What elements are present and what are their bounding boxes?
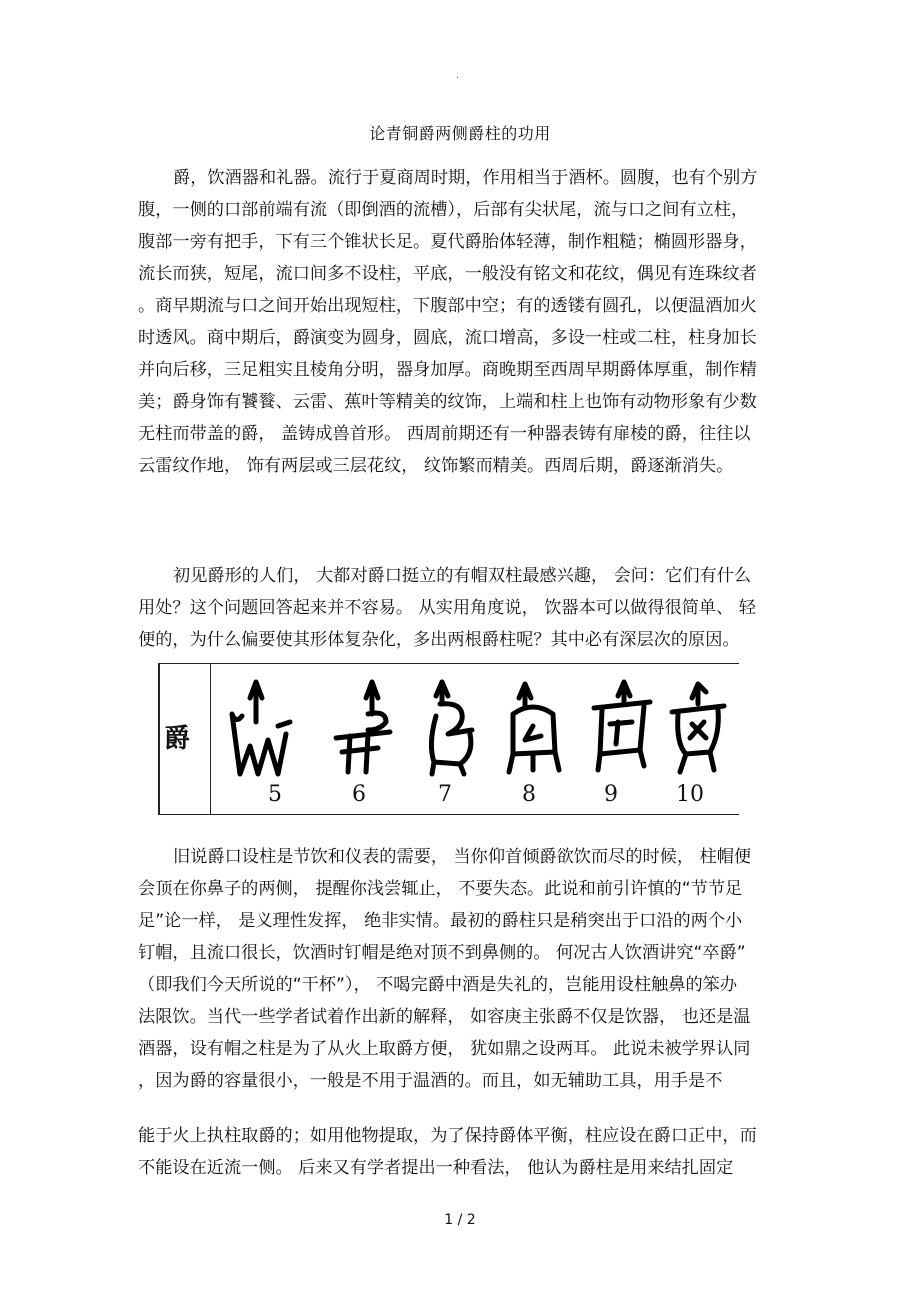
figure-number-6: 6 [352, 782, 366, 807]
text-line: 会顶在你鼻子的两侧， 提醒你浅尝辄止， 不要失态。此说和前引许慎的“节节足 [138, 879, 743, 899]
text-line: 爵，饮酒器和礼器。流行于夏商周时期，作用相当于酒杯。圆腹，也有个别方 [173, 168, 758, 188]
text-line: 不能设在近流一侧。 后来又有学者提出一种看法， 他认为爵柱是用来结扎固定 [138, 1158, 734, 1178]
figure-number-7: 7 [438, 782, 452, 807]
glyph-10-image [666, 674, 756, 784]
glyph-6-image [328, 674, 418, 784]
text-line: （即我们今天所说的“干杯”）， 不喝完爵中酒是失礼的，岂能用设柱触鼻的笨办 [138, 975, 738, 995]
page-number: 1 / 2 [444, 1212, 476, 1228]
figure-border-left [158, 664, 160, 814]
glyph-9-image [588, 674, 678, 784]
text-line: 腹，一侧的口部前端有流（即倒酒的流槽），后部有尖状尾，流与口之间有立柱， [138, 200, 749, 220]
text-line: ，因为爵的容量很小，一般是不用于温酒的。而且，如无辅助工具，用手是不 [138, 1071, 723, 1091]
figure-head-character: 爵 [164, 724, 191, 754]
glyph-8-image [503, 674, 593, 784]
figure-number-10: 10 [676, 782, 704, 807]
glyph-5-image [228, 674, 318, 784]
text-line: 钉帽，且流口很长，饮酒时钉帽是绝对顶不到鼻侧的。 何况古人饮酒讲究“卒爵” [138, 943, 746, 963]
document-title: 论青铜爵两侧爵柱的功用 [369, 124, 551, 143]
text-line: 用处？这个问题回答起来并不容易。 从实用角度说， 饮器本可以做得很简单、 轻 [138, 598, 756, 618]
paragraph-3 [138, 841, 790, 1097]
text-line: 并向后移，三足粗实且棱角分明，器身加厚。商晚期至西周早期爵体厚重，制作精 [138, 360, 757, 380]
paragraph-2 [138, 560, 790, 656]
text-line: 云雷纹作地， 饰有两层或三层花纹， 纹饰繁而精美。西周后期，爵逐渐消失。 [138, 456, 734, 476]
text-line: 时透风。商中期后，爵演变为圆身，圆底，流口增高，多设一柱或二柱，柱身加长 [138, 328, 757, 348]
figure-number-9: 9 [604, 782, 618, 807]
paragraph-1 [138, 162, 790, 482]
paragraph-4 [138, 1120, 790, 1184]
text-line: 美；爵身饰有饕餮、云雷、蕉叶等精美的纹饰，上端和柱上也饰有动物形象有少数 [138, 392, 757, 412]
text-line: 足”论一样， 是义理性发挥， 绝非实情。最初的爵柱只是稍突出于口沿的两个小 [138, 911, 743, 931]
glyph-7-image [420, 674, 510, 784]
header-dot: . [456, 70, 460, 81]
text-line: 法限饮。当代一些学者试着作出新的解释， 如容庚主张爵不仅是饮器， 也还是温 [138, 1007, 751, 1027]
text-line: 能于火上执柱取爵的；如用他物提取，为了保持爵体平衡，柱应设在爵口正中，而 [138, 1126, 757, 1146]
figure-divider [210, 664, 211, 814]
figure-number-5: 5 [268, 782, 282, 807]
oracle-script-figure [158, 663, 739, 815]
text-line: 酒器，设有帽之柱是为了从火上取爵方便， 犹如鼎之设两耳。 此说未被学界认同 [138, 1039, 751, 1059]
figure-number-8: 8 [522, 782, 536, 807]
text-line: 便的，为什么偏要使其形体复杂化，多出两根爵柱呢？其中必有深层次的原因。 [138, 630, 740, 650]
text-line: 初见爵形的人们， 大都对爵口挺立的有帽双柱最感兴趣， 会问：它们有什么 [173, 566, 752, 586]
text-line: 流长而狭，短尾，流口间多不设柱，平底，一般没有铭文和花纹，偶见有连珠纹者 [138, 264, 757, 284]
text-line: 腹部一旁有把手，下有三个锥状长足。夏代爵胎体轻薄，制作粗糙；椭圆形器身， [138, 232, 757, 252]
text-line: 旧说爵口设柱是节饮和仪表的需要， 当你仰首倾爵欲饮而尽的时候， 柱帽便 [173, 847, 752, 867]
text-line: 。商早期流与口之间开始出现短柱，下腹部中空；有的透镂有圆孔，以便温酒加火 [138, 296, 757, 316]
text-line: 无柱而带盖的爵， 盖铸成兽首形。 西周前期还有一种器表铸有扉棱的爵，往往以 [138, 424, 751, 444]
